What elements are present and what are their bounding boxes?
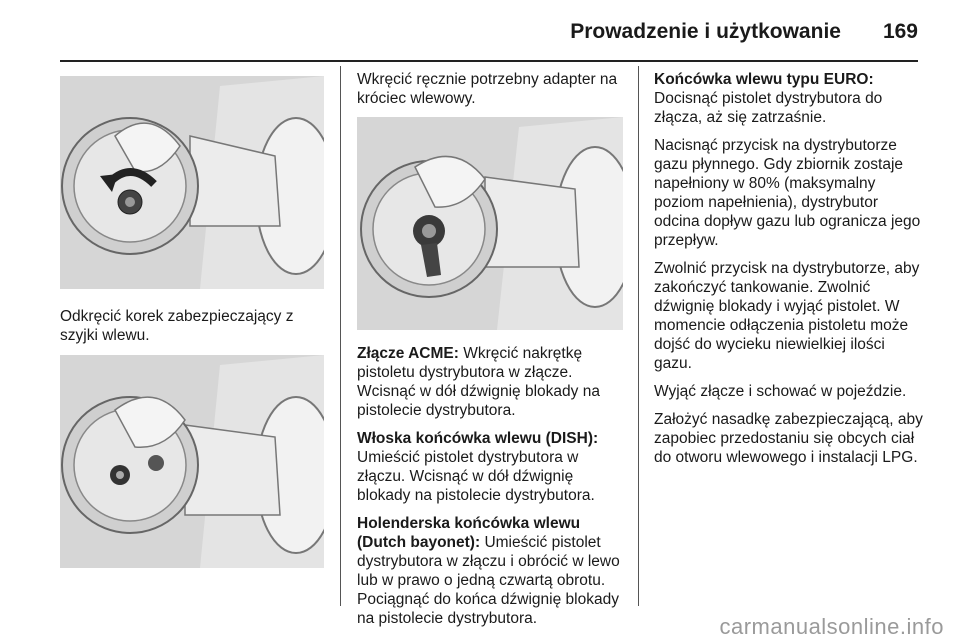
- header-rule: [60, 60, 918, 62]
- watermark: carmanualsonline.info: [719, 614, 944, 639]
- bayonet-text: Umieścić pistolet dystrybutora w złączu i obrócić w lewo lub w prawo o jedną czwartą obrotu. Pociągnąć do końca dźwignię blokady na pistolecie dystrybutora.: [357, 534, 620, 627]
- adapter-mounted-illustration: [60, 355, 324, 568]
- dish-paragraph: [357, 429, 623, 505]
- adapter-intro: Wkręcić ręcznie potrzebny adapter na króciec wlewowy.: [357, 71, 618, 107]
- lpg-button-paragraph: Nacisnąć przycisk na dystrybutorze gazu płynnego. Gdy zbiornik zostaje napełniony w 80% (maksymalny poziom napełnienia), dystrybutor odcina dopływ gazu lub ogranicza jego przepływ.: [654, 137, 921, 249]
- store-connector-paragraph: Wyjąć złącze i schować w pojeździe.: [654, 383, 907, 400]
- dish-title: Włoska końcówka wlewu (DISH):: [357, 430, 599, 447]
- column-divider-2: [638, 66, 639, 606]
- dish-text: Umieścić pistolet dystrybutora w złączu. Wcisnąć w dół dźwignię blokady na pistolecie dystrybutora.: [357, 449, 595, 504]
- bayonet-paragraph: [357, 514, 623, 628]
- euro-text: Docisnąć pistolet dystrybutora do złącza, aż się zatrzaśnie.: [654, 90, 883, 126]
- adapter-screw-illustration: [357, 117, 623, 330]
- caption-remove-cap: Odkręcić korek zabezpieczający z szyjki wlewu.: [60, 308, 294, 344]
- acme-title: Złącze ACME:: [357, 345, 459, 362]
- fuel-filler-cap-illustration: [60, 76, 324, 289]
- page-number: 169: [882, 20, 918, 43]
- column-2: [357, 70, 623, 637]
- column-divider-1: [340, 66, 341, 606]
- euro-paragraph: [654, 70, 924, 127]
- protective-cap-paragraph: Założyć nasadkę zabezpieczającą, aby zapobiec przedostaniu się obcych ciał do otworu wlewowego i instalacji LPG.: [654, 411, 923, 466]
- bayonet-title: Holenderska końcówka wlewu (Dutch bayonet):: [357, 515, 581, 551]
- page-header: [570, 14, 918, 50]
- page-title: Prowadzenie i użytkowanie: [570, 20, 841, 43]
- column-3: [654, 70, 924, 476]
- column-1: [60, 70, 324, 568]
- euro-title: Końcówka wlewu typu EURO:: [654, 71, 874, 88]
- acme-paragraph: [357, 344, 623, 420]
- release-paragraph: Zwolnić przycisk na dystrybutorze, aby zakończyć tankowanie. Zwolnić dźwignię blokady i wyjąć pistolet. W momencie odłączenia pistoletu może dojść do wycieku niewielkiej ilości gazu.: [654, 260, 920, 372]
- acme-text: Wkręcić nakrętkę pistoletu dystrybutora w złącze. Wcisnąć w dół dźwignię blokady na pistolecie dystrybutora.: [357, 345, 600, 419]
